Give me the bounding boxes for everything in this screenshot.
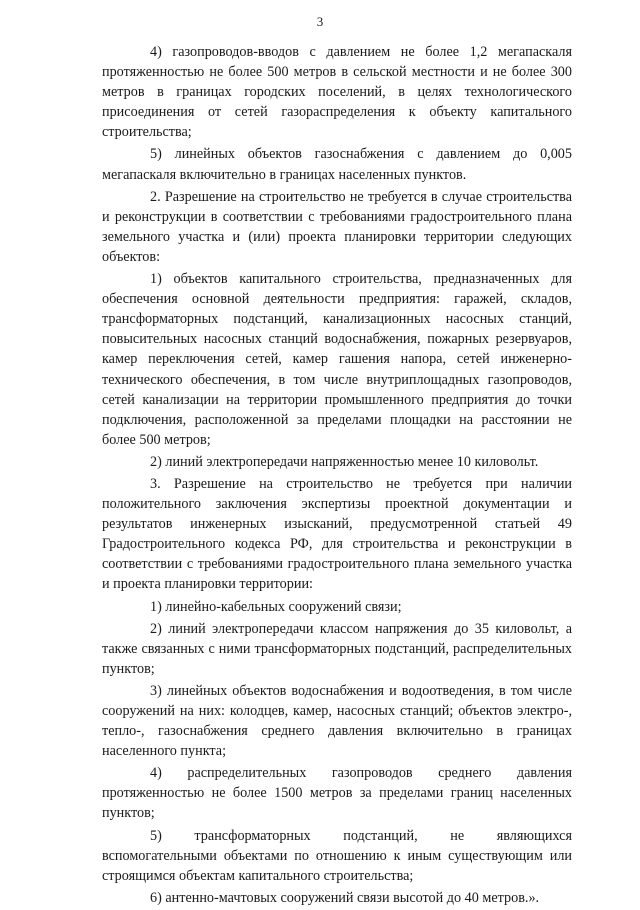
paragraph-antenna-structures: 6) антенно-мачтовых сооружений связи высотой до 40 метров.».: [150, 889, 540, 906]
paragraph-gas-supply-lines: 5) линейных объектов газоснабжения с давлением до 0,005 мегапаскаля включительно в границах населенных пунктов.: [102, 146, 572, 183]
paragraph-distribution-gas: 4) распределительных газопроводов среднего давления протяженностью не более 1500 метров за пределами границ населенных пунктов;: [102, 765, 572, 822]
paragraph-gas-inlets: 4) газопроводов-вводов с давлением не более 1,2 мегапаскаля протяженностью не более 500 метров в сельской местности и не более 300 метров в границах городских поселений, в целях технологического присоединения от сетей газораспределения к объекту капитального строительства;: [102, 44, 572, 141]
paragraph-capital-construction: 1) объектов капитального строительства, предназначенных для обеспечения основной деятельности предприятия: гаражей, складов, трансформаторных подстанций, канализационных насосных станций, повысительных насосных станций водоснабжения, пожарных резервуаров, камер переключения сетей, камер гашения напора, сетей инженерно-технического обеспечения, в том числе внутриплощадных газопроводов, сетей канализации на территории промышленного предприятия до точки подключения, расположенной за пределами площадки на расстоянии не более 500 метров;: [102, 271, 572, 448]
paragraph-section-2: 2. Разрешение на строительство не требуется в случае строительства и реконструкции в соответствии с требованиями градостроительного плана земельного участка и (или) проекта планировки территории следующих объектов:: [102, 188, 572, 265]
paragraph-power-lines-35kv: 2) линий электропередачи классом напряжения до 35 киловольт, а также связанных с ними трансформаторных подстанций, распределительных пунктов;: [102, 620, 572, 677]
page-number: 3: [316, 14, 324, 29]
paragraph-transformer-substations: 5) трансформаторных подстанций, не являющихся вспомогательными объектами по отношению к иным существующим или строящимся объектам капитального строительства;: [102, 827, 572, 884]
document-body: [102, 42, 572, 910]
paragraph-section-3: 3. Разрешение на строительство не требуется при наличии положительного заключения экспертизы проектной документации и результатов инженерных изысканий, предусмотренной статьей 49 Градостроительного кодекса РФ, для строительства и реконструкции в соответствии с требованиями градостроительного плана земельного участка и проекта планировки территории:: [102, 475, 572, 593]
paragraph-cable-communications: 1) линейно-кабельных сооружений связи;: [150, 598, 402, 615]
paragraph-water-supply: 3) линейных объектов водоснабжения и водоотведения, в том числе сооружений на них: колодцев, камер, насосных станций; объектов электро-, тепло-, газоснабжения среднего давления включительно в границах населенного пункта;: [102, 682, 572, 760]
paragraph-power-lines-10kv: 2) линий электропередачи напряженностью менее 10 киловольт.: [150, 453, 539, 470]
